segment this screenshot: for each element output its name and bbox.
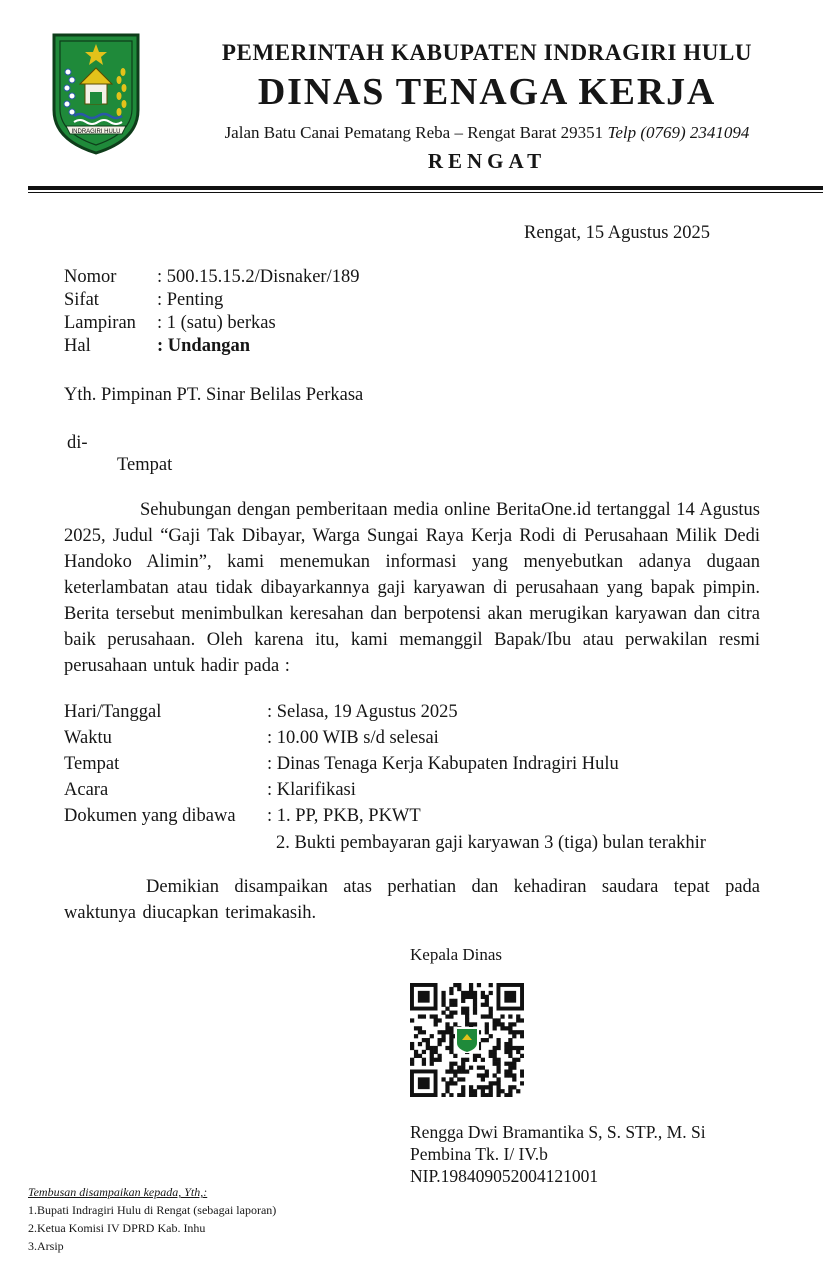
detail-value-documents-2: 2. Bukti pembayaran gaji karyawan 3 (tiga) bulan terakhir [276, 833, 706, 853]
signatory-rank: Pembina Tk. I/ IV.b [410, 1144, 548, 1164]
tembusan-item: 1.Bupati Indragiri Hulu di Rengat (sebagai laporan) [28, 1203, 277, 1217]
recipient-di: di- [67, 433, 88, 453]
detail-value-documents: : 1. PP, PKB, PKWT [267, 806, 421, 826]
qr-code-signature [410, 983, 524, 1097]
detail-value-agenda: : Klarifikasi [267, 780, 356, 800]
tembusan-item: 3.Arsip [28, 1239, 64, 1253]
ref-value-sifat: : Penting [157, 290, 224, 310]
body-paragraph-1: Sehubungan dengan pemberitaan media online BeritaOne.id tertanggal 14 Agustus 2025, Judul “Gaji Tak Dibayar, Warga Sungai Raya Kerja Rodi di Perusahaan Milik Dedi Handoko Alimin”, kami menemukan informasi yang menyebutkan adanya dugaan keterlambatan atau tidak dibayarkannya gaji karyawan di perusahaan yang bapak pimpin. Berita tersebut menimbulkan keresahan dan berpotensi akan merugikan karyawan dan citra baik perusahaan. Oleh karena itu, kami memanggil Bapak/Ibu atau perwakilan resmi perusahaan untuk hadir pada : [64, 500, 760, 676]
detail-value-date: : Selasa, 19 Agustus 2025 [267, 702, 458, 722]
ref-label-lampiran: Lampiran [64, 313, 136, 333]
tembusan-title: Tembusan disampaikan kepada, Yth,: [28, 1185, 208, 1199]
phone: Telp (0769) 2341094 [607, 123, 750, 142]
letter-date: Rengat, 15 Agustus 2025 [524, 223, 711, 243]
signatory-nip: NIP.198409052004121001 [410, 1166, 599, 1186]
tembusan-item: 2.Ketua Komisi IV DPRD Kab. Inhu [28, 1221, 206, 1235]
signatory-title: Kepala Dinas [410, 945, 503, 964]
signatory-name: Rengga Dwi Bramantika S, S. STP., M. Si [410, 1122, 706, 1142]
detail-label-documents: Dokumen yang dibawa [64, 806, 236, 826]
detail-label-agenda: Acara [64, 780, 109, 800]
letterhead-divider [28, 186, 823, 190]
detail-label-place: Tempat [64, 754, 120, 774]
detail-value-place: : Dinas Tenaga Kerja Kabupaten Indragiri Hulu [267, 754, 619, 774]
address-line [170, 123, 804, 143]
address: Jalan Batu Canai Pematang Reba – Rengat Barat 29351 [224, 123, 604, 142]
ref-value-lampiran: : 1 (satu) berkas [157, 313, 276, 333]
department-name: DINAS TENAGA KERJA [257, 71, 717, 113]
detail-label-date: Hari/Tanggal [64, 702, 162, 722]
ref-label-nomor: Nomor [64, 267, 117, 287]
detail-value-time: : 10.00 WIB s/d selesai [267, 728, 439, 748]
detail-label-time: Waktu [64, 728, 112, 748]
government-name: PEMERINTAH KABUPATEN INDRAGIRI HULU [221, 40, 753, 65]
ref-label-hal: Hal [64, 336, 91, 356]
svg-text:INDRAGIRI HULU: INDRAGIRI HULU [71, 129, 121, 135]
ref-value-hal: : Undangan [157, 336, 251, 356]
body-paragraph-2: Demikian disampaikan atas perhatian dan kehadiran saudara tepat pada waktunya diucapkan terimakasih. [64, 877, 760, 923]
ref-label-sifat: Sifat [64, 290, 99, 310]
letterhead-divider-thin [28, 192, 823, 193]
city-name: RENGAT [427, 149, 547, 173]
recipient-place: Tempat [117, 455, 173, 475]
recipient: Yth. Pimpinan PT. Sinar Belilas Perkasa [64, 385, 364, 405]
regency-logo [50, 32, 142, 156]
ref-value-nomor: : 500.15.15.2/Disnaker/189 [157, 267, 360, 287]
